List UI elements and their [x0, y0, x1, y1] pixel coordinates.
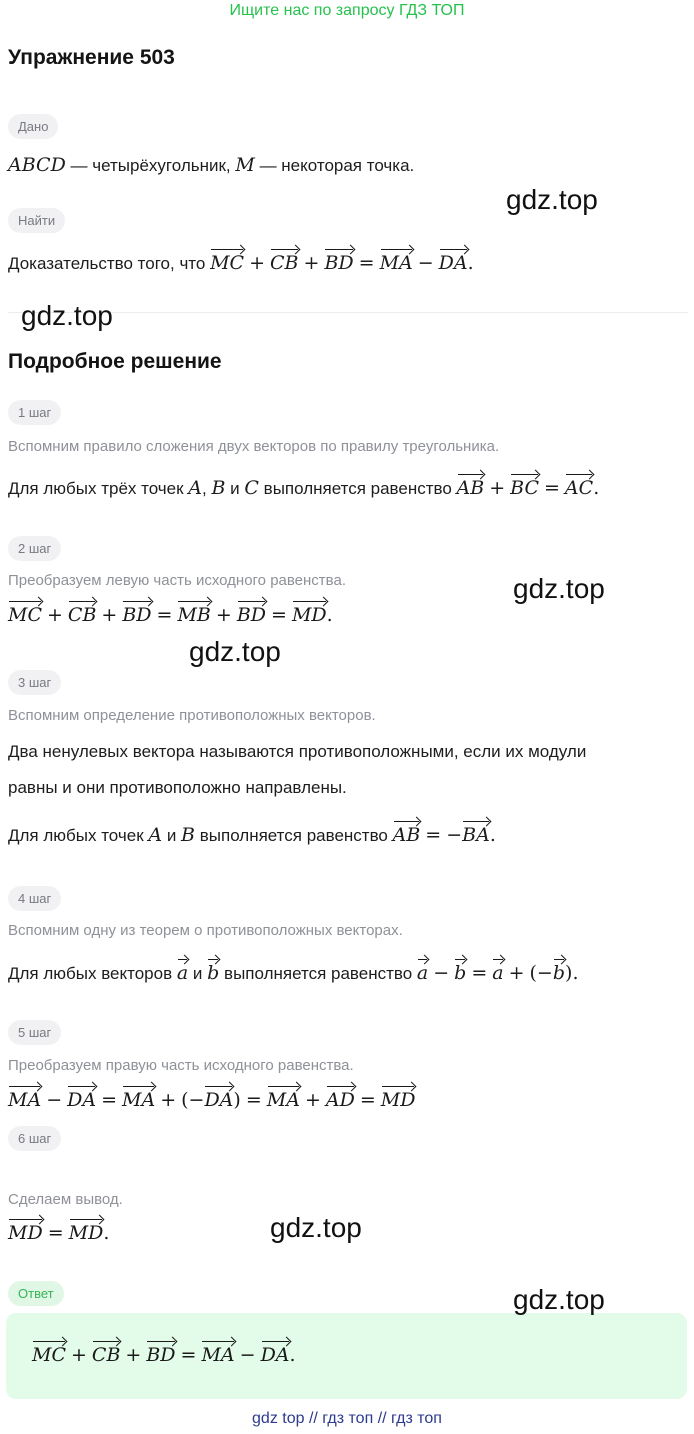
find-label: Доказательство того, что — [8, 254, 211, 273]
vector-cb: CB — [270, 246, 299, 273]
vector-da: DA — [439, 246, 468, 273]
vector-mc: MC — [210, 246, 244, 273]
footer-links[interactable]: gdz top // гдз топ // гдз топ — [252, 1410, 442, 1427]
op-eq: = — [544, 477, 560, 499]
watermark: gdz.top — [270, 1212, 362, 1243]
vector-da: DA — [204, 1083, 233, 1110]
step-2-chip: 2 шаг — [8, 536, 61, 561]
vector-da: DA — [67, 1083, 96, 1110]
vector-ad: AD — [326, 1083, 355, 1110]
step-3-text — [8, 818, 496, 849]
op-minus: − — [46, 1089, 63, 1111]
vector-da: DA — [261, 1338, 290, 1365]
vector-ma: MA — [267, 1083, 300, 1110]
vector-ac: AC — [565, 471, 593, 498]
given-text-1: — четырёхугольник, — [65, 156, 236, 175]
vector-b: b — [553, 956, 565, 983]
vector-md: MD — [292, 598, 327, 625]
op-rpar: ) — [233, 1089, 241, 1111]
vector-ma: MA — [122, 1083, 155, 1110]
top-banner[interactable]: Ищите нас по запросу ГДЗ ТОП — [229, 2, 465, 19]
vector-bc: BC — [510, 471, 539, 498]
step-3-line-2: равны и они противоположно направлены. — [8, 778, 347, 797]
separator: , — [202, 479, 212, 498]
op-plus: + — [71, 1344, 87, 1366]
op-plus: + — [489, 477, 506, 499]
op-plus: + — [508, 962, 525, 984]
vector-a: a — [417, 956, 428, 983]
step-5-equation — [8, 1083, 415, 1111]
op-neg: − — [188, 1089, 205, 1111]
solution-title: Подробное решение — [8, 350, 222, 373]
op-dot: . — [489, 824, 496, 846]
step-4-chip: 4 шаг — [8, 886, 61, 911]
step-1-chip: 1 шаг — [8, 400, 61, 425]
op-eq: = — [271, 604, 287, 626]
point-a: A — [188, 477, 203, 499]
watermark: gdz.top — [513, 1284, 605, 1315]
step-1-text-a: Для любых трёх точек — [8, 479, 189, 498]
vector-cb: CB — [68, 598, 97, 625]
given-math: ABCD — [8, 154, 66, 176]
step-3-equation — [393, 824, 496, 846]
and-word: и — [162, 826, 182, 845]
vector-md: MD — [381, 1083, 416, 1110]
vector-md: MD — [8, 1216, 43, 1243]
watermark: gdz.top — [506, 184, 598, 215]
vector-bd: BD — [146, 1338, 175, 1365]
page-title: Упражнение 503 — [8, 46, 175, 69]
step-3-note: Вспомним определение противоположных векторов. — [8, 707, 376, 724]
step-6-chip: 6 шаг — [8, 1126, 61, 1151]
step-3-text-a: Для любых точек — [8, 826, 149, 845]
op-dot: . — [467, 252, 474, 274]
given-math-2: M — [235, 154, 255, 176]
op-dot: . — [103, 1222, 110, 1244]
watermark: gdz.top — [513, 573, 605, 604]
vector-a-wrap — [177, 962, 188, 984]
op-rpar: ) — [565, 962, 573, 984]
vector-ma: MA — [201, 1338, 234, 1365]
op-neg: − — [536, 962, 553, 984]
op-dot: . — [572, 962, 579, 984]
given-text-2: — некоторая точка. — [254, 156, 415, 175]
op-minus: − — [417, 252, 434, 274]
find-text — [8, 246, 474, 277]
op-plus: + — [47, 604, 63, 626]
vector-bd: BD — [122, 598, 151, 625]
answer-chip: Ответ — [8, 1281, 64, 1306]
point-a: A — [148, 824, 163, 846]
step-1-equation — [457, 477, 600, 499]
given-chip: Дано — [8, 114, 58, 139]
op-eq: = — [359, 1089, 376, 1111]
op-lpar: ( — [181, 1089, 189, 1111]
find-equation — [210, 252, 474, 274]
op-dot: . — [593, 477, 600, 499]
op-plus: + — [303, 252, 320, 274]
point-b: B — [211, 477, 226, 499]
op-dot: . — [326, 604, 333, 626]
find-chip: Найти — [8, 208, 65, 233]
vector-ab: AB — [457, 471, 485, 498]
step-2-note: Преобразуем левую часть исходного равенства. — [8, 572, 346, 589]
op-dot: . — [289, 1344, 296, 1366]
vector-ma: MA — [8, 1083, 41, 1110]
vector-mc: MC — [8, 598, 42, 625]
step-6-equation — [8, 1216, 109, 1244]
op-eq: = — [425, 824, 442, 846]
vector-bd: BD — [237, 598, 266, 625]
op-eq: = — [47, 1222, 64, 1244]
vector-b: b — [454, 956, 466, 983]
watermark: gdz.top — [189, 636, 281, 667]
vector-mc: MC — [32, 1338, 66, 1365]
given-text — [8, 152, 414, 179]
op-plus: + — [160, 1089, 177, 1111]
vector-md: MD — [69, 1216, 104, 1243]
op-plus: + — [125, 1344, 142, 1366]
point-b: B — [181, 824, 196, 846]
vector-a: a — [492, 956, 503, 983]
op-plus: + — [215, 604, 232, 626]
op-plus: + — [249, 252, 266, 274]
op-eq: = — [245, 1089, 262, 1111]
step-5-note: Преобразуем правую часть исходного равенства. — [8, 1057, 354, 1074]
vector-mb: MB — [177, 598, 210, 625]
op-eq: = — [156, 604, 173, 626]
step-1-text — [8, 471, 599, 502]
vector-b: b — [207, 956, 219, 983]
op-lpar: ( — [529, 962, 537, 984]
step-3-chip: 3 шаг — [8, 670, 61, 695]
vector-ba: BA — [462, 818, 490, 845]
step-4-text — [8, 956, 578, 987]
step-4-note: Вспомним одну из теорем о противоположных векторах. — [8, 922, 403, 939]
step-2-equation — [8, 598, 333, 626]
op-minus: − — [433, 962, 450, 984]
step-3-line-1: Два ненулевых вектора называются противоположными, если их модули — [8, 742, 587, 761]
op-plus: + — [101, 604, 118, 626]
step-4-text-b: выполняется равенство — [219, 964, 417, 983]
step-4-text-a: Для любых векторов — [8, 964, 177, 983]
step-3-text-b: выполняется равенство — [195, 826, 393, 845]
answer-equation — [32, 1338, 296, 1366]
op-eq: = — [471, 962, 488, 984]
op-eq: = — [358, 252, 375, 274]
op-plus: + — [304, 1089, 321, 1111]
vector-a: a — [177, 956, 188, 983]
and-word: и — [225, 479, 245, 498]
vector-ab: AB — [393, 818, 421, 845]
op-neg: − — [446, 824, 463, 846]
vector-bd: BD — [324, 246, 353, 273]
vector-b-wrap — [207, 962, 219, 984]
and-word: и — [188, 964, 208, 983]
op-minus: − — [239, 1344, 256, 1366]
vector-cb: CB — [92, 1338, 121, 1365]
watermark: gdz.top — [21, 300, 113, 331]
op-eq: = — [180, 1344, 197, 1366]
point-c: C — [244, 477, 259, 499]
step-4-equation — [417, 962, 579, 984]
step-1-note: Вспомним правило сложения двух векторов по правилу треугольника. — [8, 438, 500, 455]
op-eq: = — [101, 1089, 117, 1111]
vector-ma: MA — [380, 246, 413, 273]
step-1-text-b: выполняется равенство — [258, 479, 457, 498]
step-6-note: Сделаем вывод. — [8, 1191, 123, 1208]
step-5-chip: 5 шаг — [8, 1020, 61, 1045]
